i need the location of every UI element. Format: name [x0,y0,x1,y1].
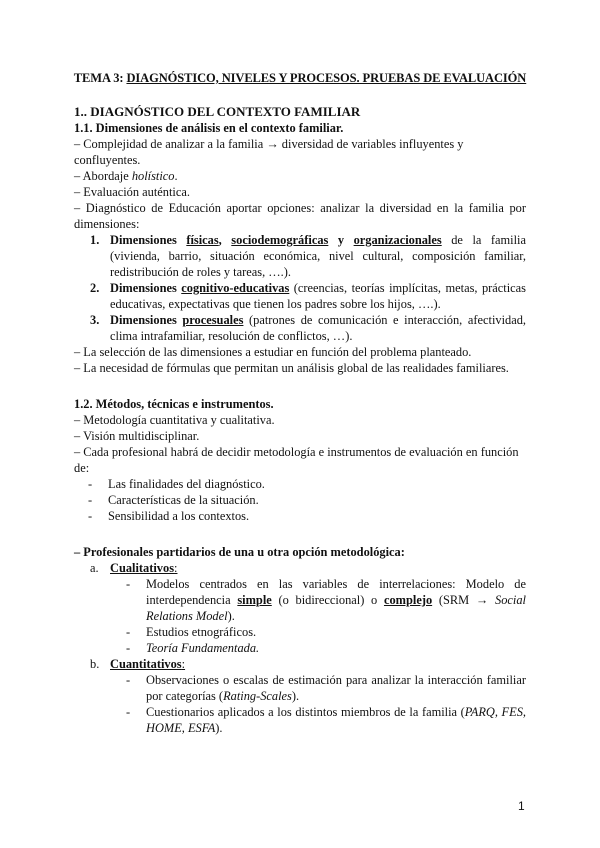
paragraph-line: – Metodología cuantitativa y cualitativa. [74,413,275,427]
paragraph-line: – La selección de las dimensiones a estudiar en función del problema planteado. [74,345,472,359]
dash-list-item: - Sensibilidad a los contextos. [88,509,250,523]
subsection-heading-1-1: 1.1. Dimensiones de análisis en el contexto familiar. [74,121,344,135]
item-number: 3. [90,313,100,327]
numbered-item: 1. Dimensiones físicas, sociodemográficas y organizacionales de la familia (vivienda, barrio, situación económica, nivel cultural, composición familiar, redistribución de roles y tareas, ….). [90,233,527,279]
title-prefix: TEMA 3: [73,71,127,85]
paragraph-line: – Abordaje holístico. [74,169,178,183]
paragraph-line: – Diagnóstico de Educación aportar opciones: analizar la diversidad en la familia por dimensiones: [74,201,526,231]
paragraph-line: – Evaluación auténtica. [74,185,190,199]
page-number: 1 [518,799,525,813]
dash-list-item: - Características de la situación. [88,493,259,507]
sub-dash-item: - Estudios etnográficos. [126,625,257,639]
sub-dash-item: - Cuestionarios aplicados a los distintos miembros de la familia (PARQ, FES, HOME, ESFA). [126,705,526,735]
document-body [74,104,526,736]
dash-list-item: - Las finalidades del diagnóstico. [88,477,265,491]
numbered-item: 2. Dimensiones cognitivo-educativas (creencias, teorías implícitas, metas, prácticas educativas, expectativas que tienen los padres sobre los hijos, ….). [90,281,526,311]
sub-dash-item: - Teoría Fundamentada. [126,641,260,655]
spacer [74,376,526,396]
item-number: 2. [90,281,100,295]
subsection-heading-1-2: 1.2. Métodos, técnicas e instrumentos. [74,397,274,411]
spacer [74,524,526,544]
section-heading-1: 1.. DIAGNÓSTICO DEL CONTEXTO FAMILIAR [74,104,361,119]
paragraph-line: – Cada profesional habrá de decidir metodología e instrumentos de evaluación en función de: [74,445,519,475]
paragraph-line: – Visión multidisciplinar. [74,429,200,443]
professionals-heading: – Profesionales partidarios de una u otra opción metodológica: [74,545,405,559]
item-number: 1. [90,233,100,247]
paragraph-line: – La necesidad de fórmulas que permitan un análisis global de las realidades familiares. [74,361,509,375]
paragraph-line: – Complejidad de analizar a la familia → diversidad de variables influyentes y confluyentes. [74,137,464,167]
alpha-item-a: a. Cualitativos: [90,561,178,575]
alpha-item-b: b. Cuantitativos: [90,657,186,671]
numbered-item: 3. Dimensiones procesuales (patrones de comunicación e interacción, afectividad, clima intrafamiliar, resolución de conflictos, …). [90,313,527,343]
sub-dash-item: - Observaciones o escalas de estimación para analizar la interacción familiar por categorías (Rating-Scales). [126,673,526,703]
page-title [0,71,600,86]
title-main: DIAGNÓSTICO, NIVELES Y PROCESOS. PRUEBAS DE EVALUACIÓN [126,71,527,85]
sub-dash-item: - Modelos centrados en las variables de interrelaciones: Modelo de interdependencia simple (o bidireccional) o complejo (SRM → Social Relations Model). [126,577,526,623]
